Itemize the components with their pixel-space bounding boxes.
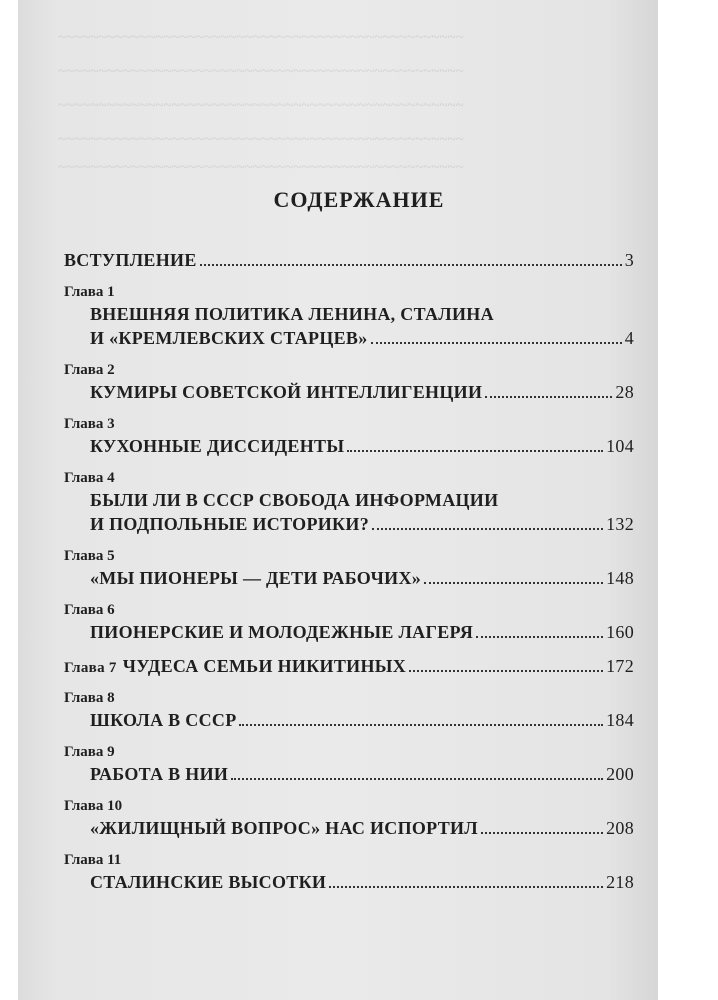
- page-number: 4: [624, 328, 634, 348]
- chapter-label: Глава 4: [64, 470, 115, 486]
- dot-leader: [239, 724, 603, 726]
- toc-line: [64, 434, 634, 458]
- chapter-label: Глава 3: [64, 416, 115, 432]
- dot-leader: [476, 636, 603, 638]
- dot-leader: [231, 778, 603, 780]
- toc-line: [64, 870, 634, 894]
- bleed-through-text: ~~~~~~~~~~~~~~~~~~~~~~~~~~~~~~~~~~~~~~~~~~~~~~~~~~: [58, 98, 464, 114]
- bleed-through-text: ~~~~~~~~~~~~~~~~~~~~~~~~~~~~~~~~~~~~~~~~~~~~~~~~~~: [58, 64, 464, 80]
- dot-leader: [424, 582, 603, 584]
- chapter-label: Глава 7: [64, 660, 117, 676]
- chapter-label: Глава 8: [64, 690, 115, 706]
- toc-title-continued: И «КРЕМЛЕВСКИХ СТАРЦЕВ»: [90, 328, 368, 348]
- chapter-label: Глава 11: [64, 852, 122, 868]
- toc-title: ВНЕШНЯЯ ПОЛИТИКА ЛЕНИНА, СТАЛИНА: [90, 304, 494, 324]
- toc-line: [64, 248, 634, 272]
- toc-entry-ch1: [64, 282, 634, 350]
- toc-entry-ch11: [64, 850, 634, 894]
- page-number: 172: [606, 656, 634, 676]
- toc-title: КУХОННЫЕ ДИССИДЕНТЫ: [90, 436, 345, 456]
- chapter-label: Глава 6: [64, 602, 115, 618]
- page-number: 3: [624, 250, 634, 270]
- toc-entry-ch10: [64, 796, 634, 840]
- toc-title-continued: И ПОДПОЛЬНЫЕ ИСТОРИКИ?: [90, 514, 370, 534]
- page-number: 184: [606, 710, 634, 730]
- toc-entry-ch7: [64, 654, 634, 678]
- toc-line: [64, 326, 634, 350]
- table-of-contents: [64, 248, 634, 894]
- toc-entry-ch2: [64, 360, 634, 404]
- bleed-through-text: ~~~~~~~~~~~~~~~~~~~~~~~~~~~~~~~~~~~~~~~~~~~~~~~~~~: [58, 30, 464, 46]
- chapter-label: Глава 1: [64, 284, 115, 300]
- toc-title: РАБОТА В НИИ: [90, 764, 229, 784]
- page-number: 160: [606, 622, 634, 642]
- toc-line: [64, 512, 634, 536]
- toc-line: [64, 762, 634, 786]
- page-title: СОДЕРЖАНИЕ: [273, 187, 445, 212]
- toc-title: ЧУДЕСА СЕМЬИ НИКИТИНЫХ: [122, 656, 407, 676]
- toc-entry-ch8: [64, 688, 634, 732]
- page-number: 148: [606, 568, 634, 588]
- toc-title: КУМИРЫ СОВЕТСКОЙ ИНТЕЛЛИГЕНЦИИ: [90, 382, 483, 402]
- page-number: 104: [606, 436, 634, 456]
- dot-leader: [372, 528, 603, 530]
- toc-line: [64, 816, 634, 840]
- dot-leader: [371, 342, 622, 344]
- toc-title: «МЫ ПИОНЕРЫ — ДЕТИ РАБОЧИХ»: [90, 568, 422, 588]
- chapter-label: Глава 2: [64, 362, 115, 378]
- bleed-through-text: ~~~~~~~~~~~~~~~~~~~~~~~~~~~~~~~~~~~~~~~~~~~~~~~~~~: [58, 160, 464, 176]
- toc-title: СТАЛИНСКИЕ ВЫСОТКИ: [90, 872, 327, 892]
- toc-line: [64, 708, 634, 732]
- toc-entry-ch3: [64, 414, 634, 458]
- toc-entry-ch9: [64, 742, 634, 786]
- toc-title: БЫЛИ ЛИ В СССР СВОБОДА ИНФОРМАЦИИ: [90, 490, 499, 510]
- toc-title: ШКОЛА В СССР: [90, 710, 237, 730]
- chapter-label: Глава 9: [64, 744, 115, 760]
- toc-line: [64, 620, 634, 644]
- toc-line: [64, 654, 634, 678]
- dot-leader: [347, 450, 603, 452]
- chapter-label: Глава 5: [64, 548, 115, 564]
- toc-line: [64, 380, 634, 404]
- toc-title: ПИОНЕРСКИЕ И МОЛОДЕЖНЫЕ ЛАГЕРЯ: [90, 622, 474, 642]
- bleed-through-text: ~~~~~~~~~~~~~~~~~~~~~~~~~~~~~~~~~~~~~~~~~~~~~~~~~~: [58, 132, 464, 148]
- toc-entry-intro: [64, 248, 634, 272]
- page-number: 28: [615, 382, 634, 402]
- page-number: 208: [606, 818, 634, 838]
- toc-title: «ЖИЛИЩНЫЙ ВОПРОС» НАС ИСПОРТИЛ: [90, 818, 479, 838]
- dot-leader: [481, 832, 603, 834]
- page-number: 200: [606, 764, 634, 784]
- toc-entry-ch5: [64, 546, 634, 590]
- dot-leader: [409, 670, 603, 672]
- page-number: 132: [606, 514, 634, 534]
- toc-entry-ch6: [64, 600, 634, 644]
- page-number: 218: [606, 872, 634, 892]
- toc-entry-ch4: [64, 468, 634, 536]
- dot-leader: [485, 396, 612, 398]
- dot-leader: [200, 264, 622, 266]
- chapter-label: Глава 10: [64, 798, 123, 814]
- dot-leader: [329, 886, 603, 888]
- toc-title: ВСТУПЛЕНИЕ: [64, 250, 197, 270]
- toc-line: [64, 566, 634, 590]
